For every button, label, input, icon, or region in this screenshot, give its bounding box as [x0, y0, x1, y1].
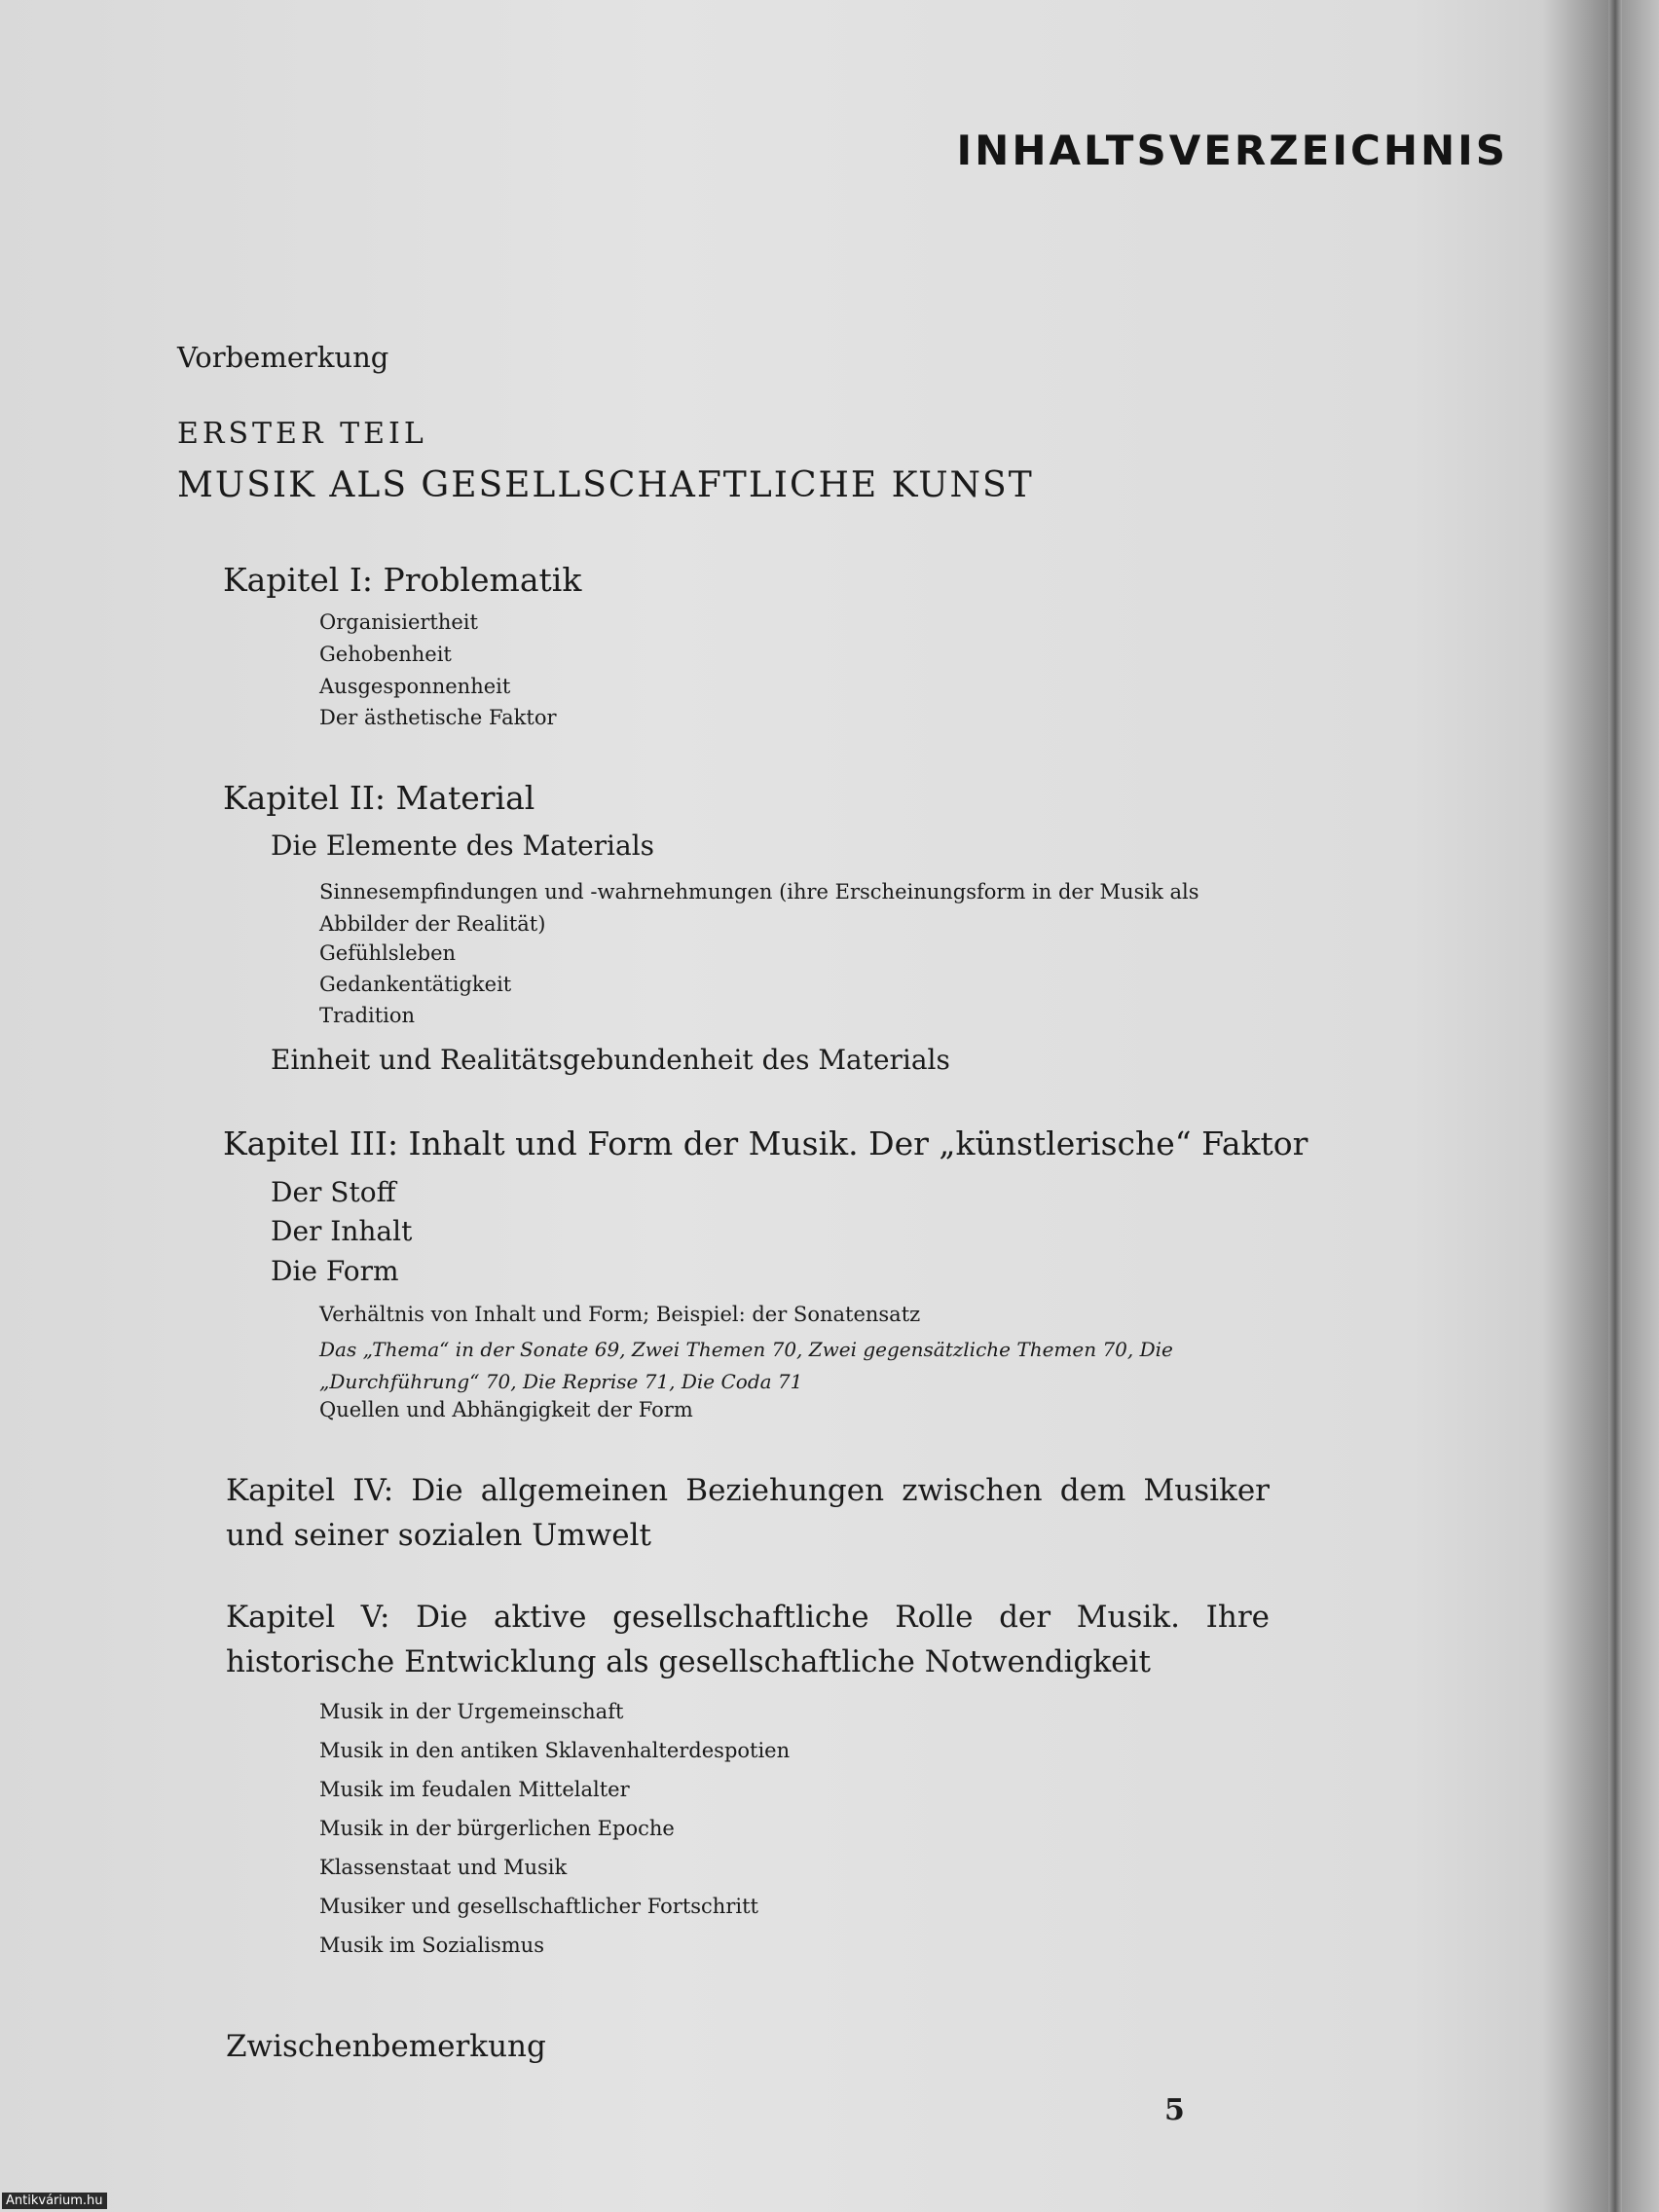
toc-entry-text: Verhältnis von Inhalt und Form; Beispiel: der Sonatensatz	[319, 1303, 921, 1326]
toc-entry-text: Musik im Sozialismus	[319, 1934, 544, 1957]
toc-entry-text: Musik im feudalen Mittelalter	[319, 1778, 630, 1801]
toc-entry-text: Sinnesempfindungen und -wahrnehmungen (ihre Erscheinungsform in der Musik als Abbilder der Realität)	[319, 880, 1199, 936]
page-title: INHALTSVERZEICHNIS	[956, 127, 1508, 174]
toc-entry-text: Organisiertheit	[319, 610, 478, 634]
page-number: 5	[1164, 2093, 1185, 2127]
watermark: Antikvárium.hu	[2, 2193, 107, 2209]
toc-entry-text: Klassenstaat und Musik	[319, 1856, 568, 1879]
toc-entry-text: Gefühlsleben	[319, 941, 457, 965]
toc-entry-text: Gehobenheit	[319, 643, 452, 666]
toc-entry-text: Musik in den antiken Sklavenhalterdespotien	[319, 1739, 791, 1762]
toc-entry-text: Die Elemente des Materials	[271, 830, 655, 862]
toc-entry-text: Das „Thema“ in der Sonate 69, Zwei Themen 70, Zwei gegensätzliche Themen 70, Die „Durchführung“ 70, Die Reprise 71, Die Coda 71	[319, 1338, 1173, 1393]
toc-entry-text: Kapitel I: Problematik	[223, 561, 582, 599]
book-spine-shadow	[1608, 0, 1622, 2212]
toc-entry-text: Der Stoff	[271, 1176, 396, 1208]
toc-entry-text: Zwischenbemerkung	[226, 2029, 546, 2064]
toc-entry-text: Gedankentätigkeit	[319, 973, 512, 996]
toc-entry-text: Quellen und Abhängigkeit der Form	[319, 1398, 693, 1421]
toc-entry-text: Kapitel IV: Die allgemeinen Beziehungen zwischen dem Musiker und seiner sozialen Umwelt	[226, 1473, 1270, 1553]
toc-entry-text: Musik in der Urgemeinschaft	[319, 1700, 624, 1723]
toc-entry-text: Kapitel V: Die aktive gesellschaftliche Rolle der Musik. Ihre historische Entwicklung als gesellschaftliche Notwendigkeit	[226, 1600, 1270, 1679]
toc-entry-text: Kapitel III: Inhalt und Form der Musik. Der „künstlerische“ Faktor	[223, 1124, 1309, 1162]
toc-entry-text: ERSTER TEIL	[177, 417, 427, 451]
toc-entry-text: Tradition	[319, 1004, 416, 1027]
toc-entry-text: Der ästhetische Faktor	[319, 706, 557, 729]
toc-entry-text: Musik in der bürgerlichen Epoche	[319, 1817, 675, 1840]
toc-entry-text: Die Form	[271, 1255, 399, 1287]
toc-entry-text: Der Inhalt	[271, 1215, 413, 1247]
toc-entry-text: Vorbemerkung	[177, 341, 389, 374]
toc-entry-text: MUSIK ALS GESELLSCHAFTLICHE KUNST	[177, 465, 1034, 505]
toc-entry-text: Kapitel II: Material	[223, 779, 535, 817]
toc-entry-text: Einheit und Realitätsgebundenheit des Materials	[271, 1044, 950, 1076]
toc-entry-text: Musiker und gesellschaftlicher Fortschritt	[319, 1895, 758, 1918]
toc-entry-text: Ausgesponnenheit	[319, 675, 511, 698]
